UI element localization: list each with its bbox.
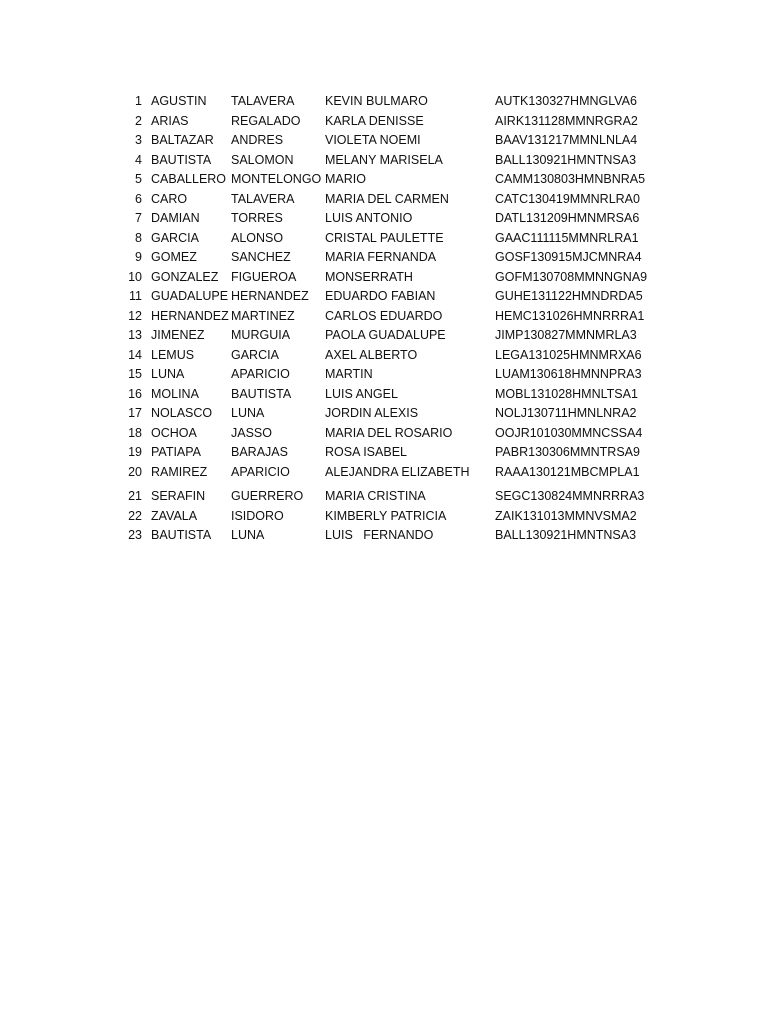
curp-code: PABR130306MMNTRSA9 — [495, 445, 640, 459]
roster-row — [0, 92, 768, 112]
row-number: 10 — [128, 269, 142, 284]
given-names: CRISTAL PAULETTE — [325, 230, 444, 245]
given-names: KIMBERLY PATRICIA — [325, 508, 447, 523]
first-surname: NOLASCO — [151, 406, 213, 420]
given-names: LUIS ANTONIO — [325, 211, 413, 225]
second-surname: LUNA — [231, 528, 265, 542]
given-names: CARLOS EDUARDO — [325, 308, 443, 323]
given-names: ALEJANDRA ELIZABETH — [325, 464, 470, 479]
curp-code: DATL131209HMNMRSA6 — [495, 211, 640, 225]
roster-row — [0, 170, 768, 190]
second-surname: JASSO — [231, 425, 272, 440]
first-surname: RAMIREZ — [151, 464, 208, 479]
first-surname: BALTAZAR — [151, 133, 214, 147]
curp-code: SEGC130824MMNRRRA3 — [495, 489, 645, 503]
row-number: 23 — [128, 528, 142, 542]
curp-code: BALL130921HMNTNSA3 — [495, 152, 637, 167]
curp-code: ZAIK131013MMNVSMA2 — [495, 508, 637, 523]
row-number: 9 — [135, 250, 142, 264]
first-surname: ARIAS — [151, 113, 189, 128]
given-names: LUIS FERNANDO — [325, 528, 434, 542]
second-surname: MURGUIA — [231, 328, 291, 342]
given-names: MELANY MARISELA — [325, 152, 443, 167]
roster-row — [0, 463, 768, 483]
curp-code: BAAV131217MMNLNLA4 — [495, 133, 638, 147]
first-surname: CARO — [151, 191, 188, 206]
row-number: 21 — [128, 489, 142, 503]
roster-row — [0, 385, 768, 405]
roster-row — [0, 190, 768, 210]
given-names: AXEL ALBERTO — [325, 347, 418, 362]
row-number: 17 — [128, 406, 142, 420]
second-surname: HERNANDEZ — [231, 289, 309, 303]
curp-code: AIRK131128MMNRGRA2 — [495, 113, 638, 128]
row-number: 22 — [128, 508, 142, 523]
second-surname: APARICIO — [231, 464, 290, 479]
second-surname: ANDRES — [231, 133, 284, 147]
curp-code: RAAA130121MBCMPLA1 — [495, 464, 640, 479]
roster-row — [0, 443, 768, 463]
roster-row — [0, 131, 768, 151]
row-number: 7 — [135, 211, 142, 225]
curp-code: CAMM130803HMNBNRA5 — [495, 172, 646, 186]
first-surname: MOLINA — [151, 386, 199, 401]
curp-code: BALL130921HMNTNSA3 — [495, 528, 637, 542]
student-roster — [0, 92, 768, 546]
curp-code: GOSF130915MJCMNRA4 — [495, 250, 642, 264]
curp-code: GUHE131122HMNDRDA5 — [495, 289, 643, 303]
given-names: MARIA DEL ROSARIO — [325, 425, 453, 440]
roster-row — [0, 112, 768, 132]
row-number: 13 — [128, 328, 142, 342]
roster-row — [0, 365, 768, 385]
given-names: JORDIN ALEXIS — [325, 406, 419, 420]
second-surname: REGALADO — [231, 113, 301, 128]
given-names: ROSA ISABEL — [325, 445, 407, 459]
first-surname: BAUTISTA — [151, 528, 212, 542]
curp-code: GAAC111115MMNRLRA1 — [495, 230, 639, 245]
curp-code: HEMC131026HMNRRRA1 — [495, 308, 645, 323]
curp-code: AUTK130327HMNGLVA6 — [495, 94, 637, 108]
curp-code: LEGA131025HMNMRXA6 — [495, 347, 642, 362]
given-names: MARIA CRISTINA — [325, 489, 426, 503]
given-names: MARTIN — [325, 367, 373, 381]
curp-code: CATC130419MMNRLRA0 — [495, 191, 640, 206]
first-surname: GUADALUPE — [151, 289, 229, 303]
first-surname: ZAVALA — [151, 508, 198, 523]
first-surname: HERNANDEZ — [151, 308, 229, 323]
given-names: MONSERRATH — [325, 269, 413, 284]
row-number: 4 — [135, 152, 142, 167]
second-surname: FIGUEROA — [231, 269, 297, 284]
first-surname: PATIAPA — [151, 445, 202, 459]
roster-row — [0, 151, 768, 171]
first-surname: GARCIA — [151, 230, 199, 245]
given-names: MARIA FERNANDA — [325, 250, 437, 264]
first-surname: DAMIAN — [151, 211, 200, 225]
roster-row — [0, 404, 768, 424]
given-names: EDUARDO FABIAN — [325, 289, 436, 303]
second-surname: SALOMON — [231, 152, 294, 167]
first-surname: AGUSTIN — [151, 94, 207, 108]
roster-row — [0, 507, 768, 527]
second-surname: MARTINEZ — [231, 308, 295, 323]
row-number: 5 — [135, 172, 142, 186]
row-number: 1 — [135, 94, 142, 108]
row-number: 20 — [128, 464, 142, 479]
second-surname: BAUTISTA — [231, 386, 292, 401]
given-names: KEVIN BULMARO — [325, 94, 428, 108]
row-number: 12 — [128, 308, 142, 323]
first-surname: JIMENEZ — [151, 328, 205, 342]
given-names: MARIO — [325, 172, 366, 186]
second-surname: ISIDORO — [231, 508, 284, 523]
row-number: 19 — [128, 445, 142, 459]
second-surname: TALAVERA — [231, 94, 295, 108]
second-surname: GUERRERO — [231, 489, 304, 503]
second-surname: TORRES — [231, 211, 283, 225]
row-number: 18 — [128, 425, 142, 440]
row-number: 2 — [135, 113, 142, 128]
row-number: 6 — [135, 191, 142, 206]
second-surname: TALAVERA — [231, 191, 295, 206]
row-number: 14 — [128, 347, 142, 362]
first-surname: CABALLERO — [151, 172, 227, 186]
first-surname: OCHOA — [151, 425, 197, 440]
row-number: 11 — [129, 289, 142, 303]
roster-row — [0, 229, 768, 249]
curp-code: NOLJ130711HMNLNRA2 — [495, 406, 637, 420]
given-names: PAOLA GUADALUPE — [325, 328, 446, 342]
given-names: MARIA DEL CARMEN — [325, 191, 449, 206]
first-surname: LEMUS — [151, 347, 195, 362]
curp-code: GOFM130708MMNNGNA9 — [495, 269, 648, 284]
curp-code: JIMP130827MMNMRLA3 — [495, 328, 637, 342]
curp-code: LUAM130618HMNNPRA3 — [495, 367, 642, 381]
roster-row — [0, 424, 768, 444]
second-surname: ALONSO — [231, 230, 284, 245]
roster-row — [0, 346, 768, 366]
second-surname: SANCHEZ — [231, 250, 291, 264]
roster-row — [0, 287, 768, 307]
roster-row — [0, 209, 768, 229]
first-surname: SERAFIN — [151, 489, 206, 503]
first-surname: GONZALEZ — [151, 269, 219, 284]
given-names: VIOLETA NOEMI — [325, 133, 421, 147]
roster-row — [0, 307, 768, 327]
roster-row — [0, 326, 768, 346]
row-number: 16 — [128, 386, 142, 401]
second-surname: MONTELONGO — [231, 172, 322, 186]
second-surname: LUNA — [231, 406, 265, 420]
row-number: 8 — [135, 230, 142, 245]
first-surname: LUNA — [151, 367, 185, 381]
given-names: KARLA DENISSE — [325, 113, 424, 128]
given-names: LUIS ANGEL — [325, 386, 398, 401]
curp-code: MOBL131028HMNLTSA1 — [495, 386, 638, 401]
roster-row — [0, 487, 768, 507]
roster-row — [0, 526, 768, 546]
first-surname: BAUTISTA — [151, 152, 212, 167]
first-surname: GOMEZ — [151, 250, 197, 264]
second-surname: GARCIA — [231, 347, 279, 362]
row-number: 3 — [135, 133, 142, 147]
roster-row — [0, 248, 768, 268]
roster-row — [0, 268, 768, 288]
second-surname: APARICIO — [231, 367, 290, 381]
row-number: 15 — [128, 367, 142, 381]
second-surname: BARAJAS — [231, 445, 288, 459]
curp-code: OOJR101030MMNCSSA4 — [495, 425, 643, 440]
